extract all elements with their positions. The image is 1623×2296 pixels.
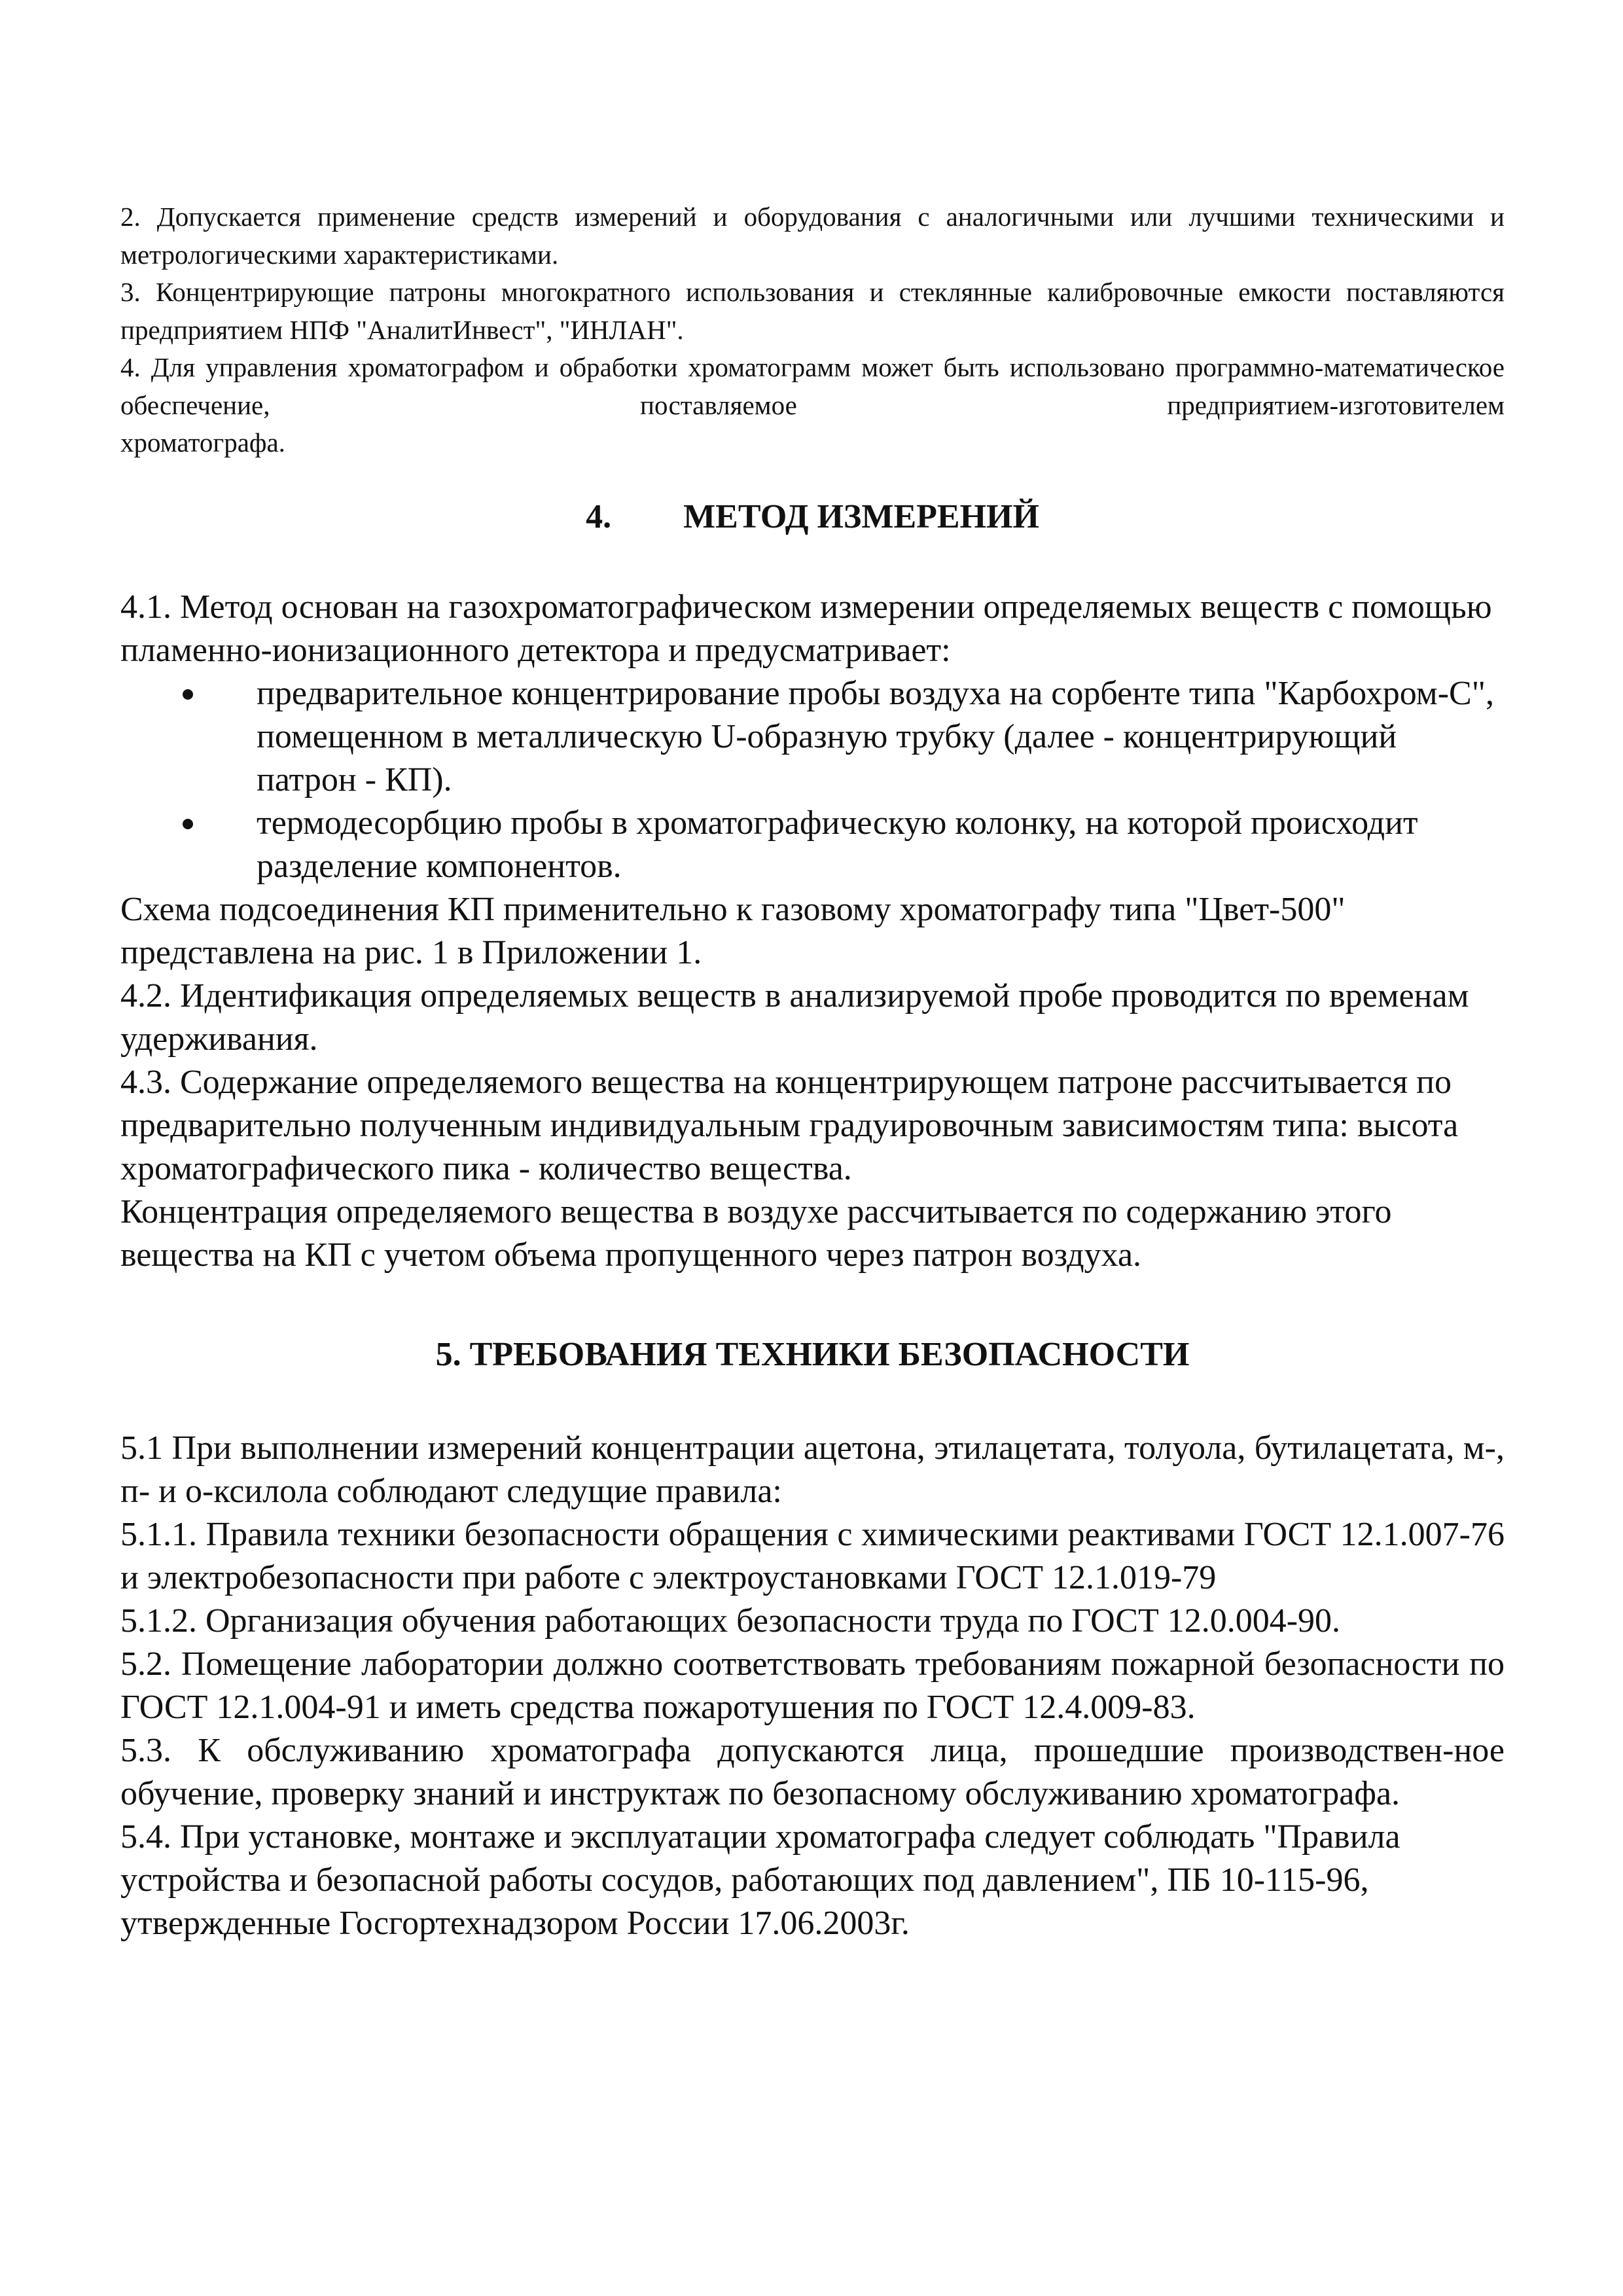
- note-4-continuation: хроматографа.: [120, 427, 285, 457]
- section-4-heading: [120, 497, 1505, 536]
- paragraph-4-2: 4.2. Идентификация определяемых веществ в анализируемой пробе проводится по временам удерживания.: [120, 977, 1469, 1058]
- list-item-text: предварительное концентрирование пробы воздуха на сорбенте типа "Карбохром-С", помещенном в металлическую U-образную трубку (далее - концентрирующий патрон - КП).: [257, 675, 1494, 798]
- paragraph-5-1-1: 5.1.1. Правила техники безопасности обращения с химическими реактивами ГОСТ 12.1.007-76 и электробезопасности при работе с электроустановками ГОСТ 12.1.019-79: [120, 1516, 1505, 1596]
- section-5-body: [120, 1427, 1505, 1945]
- bullet-icon: [183, 819, 193, 829]
- section-4-number: 4.: [586, 498, 612, 535]
- paragraph-5-2: 5.2. Помещение лаборатории должно соответствовать требованиям пожарной безопасности по ГОСТ 12.1.004-91 и иметь средства пожаротушения по ГОСТ 12.4.009-83.: [120, 1645, 1505, 1726]
- paragraph-scheme: Схема подсоединения КП применительно к газовому хроматографу типа "Цвет-500" представлена на рис. 1 в Приложении 1.: [120, 891, 1346, 971]
- paragraph-5-1-2: 5.1.2. Организация обучения работающих безопасности труда по ГОСТ 12.0.004-90.: [120, 1602, 1341, 1640]
- paragraph-4-3: 4.3. Содержание определяемого вещества на концентрирующем патроне рассчитывается по предварительно полученным индивидуальным градуировочным зависимостям типа: высота хроматографического пика - количество вещества.: [120, 1064, 1459, 1187]
- paragraph-5-1: 5.1 При выполнении измерений концентрации ацетона, этилацетата, толуола, бутилацетата, м-, п- и о-ксилола соблюдают следущие правила:: [120, 1429, 1505, 1510]
- method-steps-list: [120, 672, 1505, 888]
- section-5-heading: 5. ТРЕБОВАНИЯ ТЕХНИКИ БЕЗОПАСНОСТИ: [435, 1336, 1190, 1373]
- list-item: [120, 802, 1505, 888]
- note-4: 4. Для управления хроматографом и обработки хроматограмм может быть использовано программно-математическое обеспечение, поставляемое предприятием-изготовителем: [120, 352, 1505, 420]
- list-item-text: термодесорбцию пробы в хроматографическую колонку, на которой происходит разделение компонентов.: [257, 804, 1418, 885]
- note-2: 2. Допускается применение средств измерений и оборудования с аналогичными или лучшими техническими и метрологическими характеристиками.: [120, 202, 1505, 270]
- paragraph-concentration: Концентрация определяемого вещества в воздухе рассчитывается по содержанию этого вещества на КП с учетом объема пропущенного через патрон воздуха.: [120, 1193, 1392, 1274]
- section-4-body: [120, 586, 1505, 1277]
- section-4-title: МЕТОД ИЗМЕРЕНИЙ: [683, 498, 1039, 535]
- equipment-notes: [120, 198, 1505, 462]
- bullet-icon: [183, 689, 193, 700]
- note-3: 3. Концентрирующие патроны многократного использования и стеклянные калибровочные емкости поставляются предприятием НПФ "АналитИнвест", "ИНЛАН".: [120, 277, 1505, 345]
- paragraph-5-4: 5.4. При установке, монтаже и эксплуатации хроматографа следует соблюдать "Правила устройства и безопасной работы сосудов, работающих под давлением", ПБ 10-115-96, утвержденные Госгортехнадзором России 17.06.2003г.: [120, 1818, 1400, 1942]
- paragraph-5-3: 5.3. К обслуживанию хроматографа допускаются лица, прошедшие производствен-ное обучение, проверку знаний и инструктаж по безопасному обслуживанию хроматографа.: [120, 1732, 1505, 1812]
- list-item: [120, 672, 1505, 802]
- paragraph-4-1: 4.1. Метод основан на газохроматографическом измерении определяемых веществ с помощью пламенно-ионизационного детектора и предусматривает:: [120, 588, 1492, 669]
